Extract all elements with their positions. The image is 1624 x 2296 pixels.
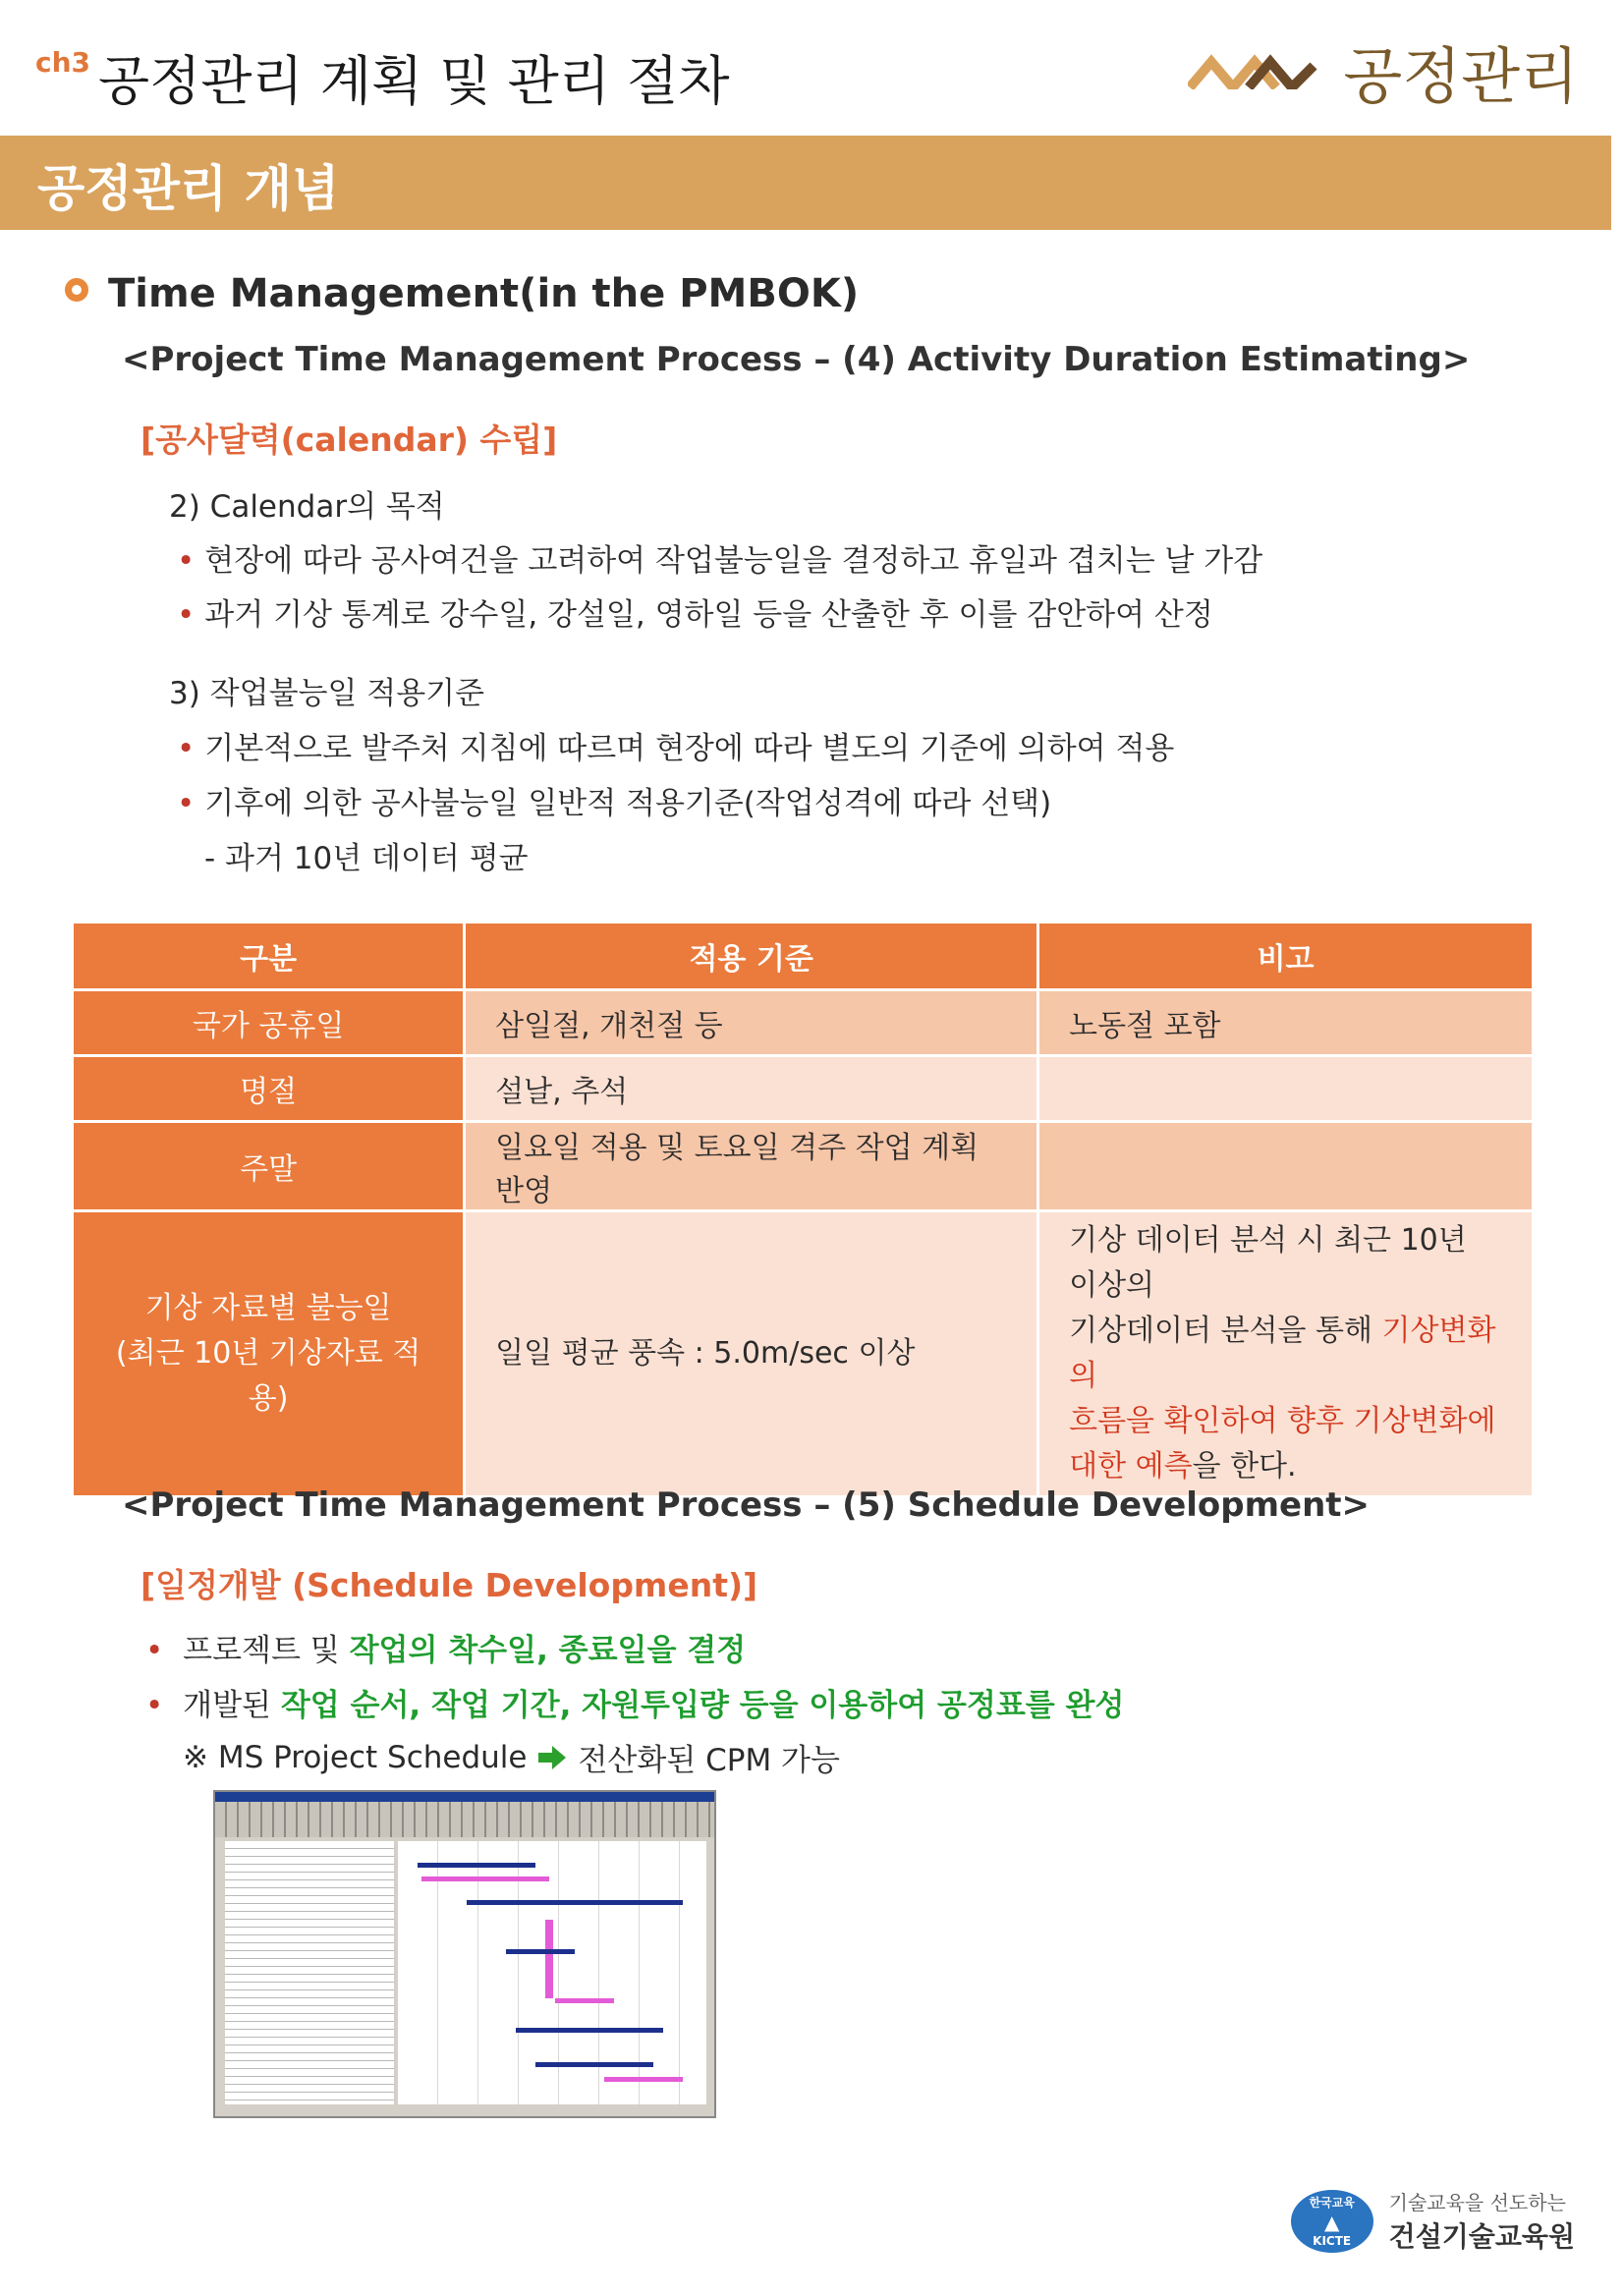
table-cell-criteria: 삼일절, 개천절 등: [465, 990, 1038, 1056]
schedule-item-text: 개발된: [183, 1688, 281, 1723]
table-header-note: 비고: [1038, 923, 1534, 990]
calendar-subhead: [공사달력(calendar) 수립]: [140, 420, 558, 459]
ms-project-screenshot: [213, 1790, 716, 2118]
non-working-days-table: [71, 921, 1535, 1498]
note-line1: 기상 데이터 분석 시 최근 10년 이상의: [1069, 1223, 1467, 1303]
chapter-tag: ch3: [35, 46, 91, 79]
gantt-bar: [516, 2028, 663, 2033]
zigzag-logo-icon: [1188, 54, 1325, 89]
schedule-subhead: [일정개발 (Schedule Development)]: [140, 1566, 758, 1604]
kicte-badge-icon: [1291, 2190, 1373, 2253]
table-row: [73, 1211, 1534, 1497]
purpose-item: • 과거 기상 통계로 강수일, 강설일, 영하일 등을 산출한 후 이를 감안하여 산정: [177, 589, 1213, 634]
schedule-item-highlight: 작업 순서, 작업 기간, 자원투입량 등을 이용하여 공정표를 완성: [280, 1688, 1125, 1723]
gantt-bar: [506, 1949, 575, 1954]
note-text: 기상데이터 분석을 통해: [1069, 1314, 1382, 1348]
toolbar: [215, 1802, 714, 1837]
gantt-bar: [555, 1998, 614, 2003]
gantt-bar: [467, 1900, 683, 1905]
note-line4: [1069, 1444, 1502, 1489]
criteria-sub: - 과거 10년 데이터 평균: [204, 841, 529, 876]
table-cell-category: [73, 1211, 465, 1497]
gantt-bar: [421, 1876, 549, 1881]
logo-text: 공정관리: [1343, 40, 1579, 112]
note-line2: [1069, 1309, 1502, 1399]
topic-title: Time Management(in the PMBOK): [108, 271, 860, 316]
titlebar: [215, 1792, 714, 1802]
table-cell-criteria: 일일 평균 풍속 : 5.0m/sec 이상: [465, 1211, 1038, 1497]
schedule-item: [145, 1680, 1124, 1724]
task-grid: [225, 1841, 394, 2104]
note-highlight: 대한 예측: [1069, 1449, 1193, 1484]
criteria-item: • 기후에 의한 공사불능일 일반적 적용기준(작업성격에 따라 선택): [177, 778, 1051, 822]
schedule-item-highlight: 작업의 착수일, 종료일을 결정: [349, 1633, 747, 1668]
weather-key-line2: (최근 10년 기상자료 적용): [115, 1336, 421, 1416]
note-highlight: 흐름을 확인하여 향후 기상변화에: [1069, 1404, 1496, 1438]
gantt-bar: [535, 2062, 653, 2067]
chapter-title: [35, 39, 729, 115]
schedule-item-text: 프로젝트 및: [183, 1633, 350, 1668]
table-cell-category: 국가 공휴일: [73, 990, 465, 1056]
purpose-title: 2) Calendar의 목적: [169, 489, 445, 525]
process-title-5: <Project Time Management Process – (5) Schedule Development>: [122, 1485, 1371, 1525]
table-header-criteria: 적용 기준: [465, 923, 1038, 990]
badge-bottom-text: KICTE: [1313, 2234, 1352, 2248]
gantt-bar: [545, 1920, 553, 1998]
table-cell-note: 노동절 포함: [1038, 990, 1534, 1056]
table-row: [73, 1056, 1534, 1122]
table-cell-criteria: 일요일 적용 및 토요일 격주 작업 계획 반영: [465, 1122, 1038, 1211]
ring-bullet-icon: [65, 278, 88, 302]
table-cell-category: 명절: [73, 1056, 465, 1122]
table-row: [73, 1122, 1534, 1211]
mountain-glyph-icon: ▲: [1323, 2211, 1340, 2234]
gantt-bar: [418, 1863, 535, 1868]
process-title-4: <Project Time Management Process – (4) Activity Duration Estimating>: [122, 340, 1471, 379]
footer-org: 건설기술교육원: [1388, 2220, 1575, 2253]
weather-key-line1: 기상 자료별 불능일: [144, 1291, 392, 1325]
footer-brand: [1291, 2187, 1575, 2255]
gantt-bar: [604, 2077, 683, 2082]
chapter-title-text: 공정관리 계획 및 관리 절차: [98, 50, 730, 112]
section-band: [0, 136, 1611, 230]
table-cell-criteria: 설날, 추석: [465, 1056, 1038, 1122]
brand-logo: [1188, 28, 1579, 115]
green-arrow-icon: [538, 1746, 566, 1769]
table-header-category: 구분: [73, 923, 465, 990]
table-cell-note: [1038, 1122, 1534, 1211]
badge-top-text: 한국교육: [1309, 2196, 1355, 2210]
section-band-title: 공정관리 개념: [37, 160, 340, 217]
note-highlight: 기상변화의: [1069, 1314, 1496, 1393]
criteria-title: 3) 작업불능일 적용기준: [169, 676, 485, 711]
table-row: [73, 990, 1534, 1056]
gantt-area: [398, 1841, 706, 2104]
table-cell-note: [1038, 1211, 1534, 1497]
schedule-item: [145, 1625, 746, 1669]
ms-project-note-text: ※ MS Project Schedule: [183, 1739, 528, 1775]
table-cell-note: [1038, 1056, 1534, 1122]
ms-project-result: 전산화된 CPM 가능: [578, 1743, 840, 1778]
table-cell-category: 주말: [73, 1122, 465, 1211]
criteria-item: • 기본적으로 발주처 지침에 따르며 현장에 따라 별도의 기준에 의하여 적용: [177, 723, 1174, 767]
purpose-item: • 현장에 따라 공사여건을 고려하여 작업불능일을 결정하고 휴일과 겹치는 날 가감: [177, 535, 1262, 580]
footer-tagline: 기술교육을 선도하는: [1388, 2191, 1566, 2214]
note-text: 을 한다.: [1192, 1449, 1297, 1484]
ms-project-note: [183, 1735, 840, 1779]
